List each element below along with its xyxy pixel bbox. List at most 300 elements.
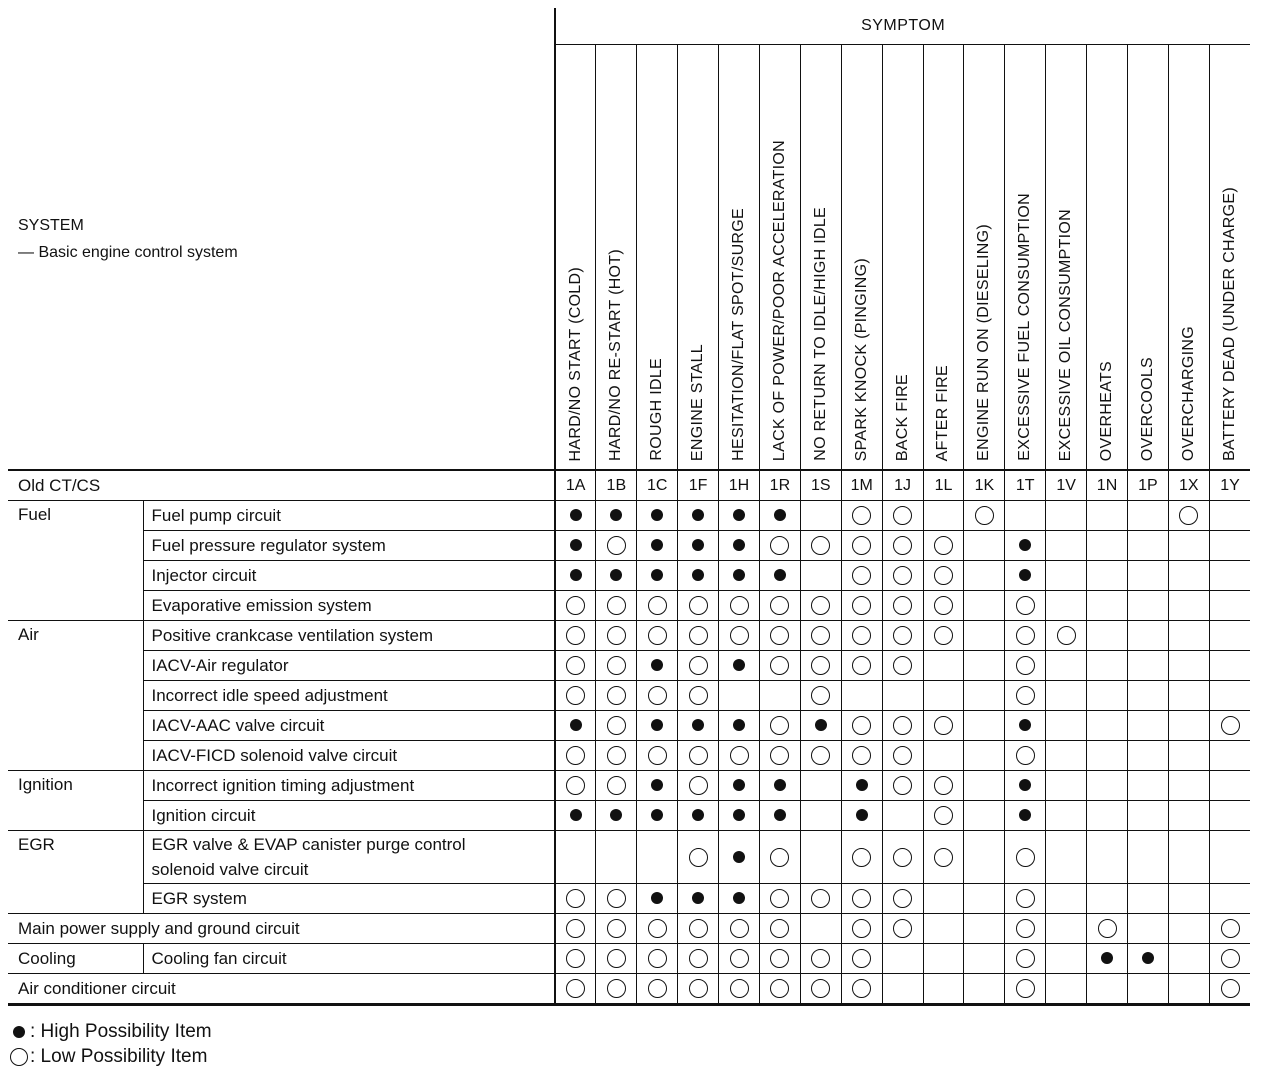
low-possibility-circle-icon <box>566 919 585 938</box>
low-possibility-circle-icon <box>934 776 953 795</box>
matrix-cell <box>1005 771 1046 801</box>
symptom-label: HARD/NO RE-START (HOT) <box>607 249 625 461</box>
matrix-cell <box>964 681 1005 711</box>
high-possibility-dot-icon <box>651 892 663 904</box>
matrix-cell <box>964 974 1005 1005</box>
matrix-cell <box>1087 561 1128 591</box>
high-possibility-dot-icon <box>692 539 704 551</box>
matrix-cell <box>882 974 923 1005</box>
matrix-cell <box>637 561 678 591</box>
matrix-cell <box>800 561 841 591</box>
matrix-cell <box>964 771 1005 801</box>
matrix-cell <box>1005 501 1046 531</box>
matrix-cell <box>1005 741 1046 771</box>
matrix-cell <box>923 711 964 741</box>
symptom-label: BATTERY DEAD (UNDER CHARGE) <box>1221 187 1238 461</box>
low-possibility-circle-icon <box>566 596 585 615</box>
matrix-cell <box>923 801 964 831</box>
low-possibility-circle-icon <box>607 596 626 615</box>
table-row <box>8 771 1250 801</box>
matrix-cell <box>1127 801 1168 831</box>
high-possibility-dot-icon <box>733 719 745 731</box>
matrix-cell <box>555 914 596 944</box>
matrix-cell <box>555 974 596 1005</box>
matrix-cell <box>678 711 719 741</box>
system-item-text: EGR system <box>151 888 247 908</box>
symptom-label: OVERCHARGING <box>1179 325 1197 461</box>
low-possibility-circle-icon <box>689 656 708 675</box>
low-possibility-circle-icon <box>852 506 871 525</box>
matrix-cell <box>759 944 800 974</box>
matrix-cell <box>596 831 637 884</box>
matrix-cell <box>1168 681 1209 711</box>
system-item-text: Fuel pump circuit <box>151 505 281 525</box>
low-possibility-circle-icon <box>852 626 871 645</box>
system-item-label <box>143 944 555 974</box>
low-possibility-circle-icon <box>607 626 626 645</box>
matrix-cell <box>719 591 760 621</box>
matrix-cell <box>841 621 882 651</box>
matrix-cell <box>1005 621 1046 651</box>
low-possibility-circle-icon <box>566 656 585 675</box>
high-possibility-dot-icon <box>774 509 786 521</box>
low-possibility-circle-icon <box>893 848 912 867</box>
matrix-cell <box>1209 831 1250 884</box>
matrix-cell <box>759 831 800 884</box>
matrix-cell <box>923 561 964 591</box>
table-row <box>8 501 1250 531</box>
system-subtitle: — Basic engine control system <box>18 243 238 261</box>
high-possibility-dot-icon <box>692 569 704 581</box>
matrix-cell <box>596 944 637 974</box>
low-possibility-circle-icon <box>648 979 667 998</box>
matrix-cell <box>555 501 596 531</box>
matrix-cell <box>719 944 760 974</box>
matrix-cell <box>1209 914 1250 944</box>
matrix-cell <box>637 884 678 914</box>
high-possibility-dot-icon <box>774 779 786 791</box>
high-possibility-dot-icon <box>692 719 704 731</box>
matrix-cell <box>1127 771 1168 801</box>
system-header <box>8 8 555 470</box>
matrix-cell <box>596 711 637 741</box>
matrix-cell <box>1087 681 1128 711</box>
legend-low <box>10 1044 212 1069</box>
matrix-cell <box>923 944 964 974</box>
symptom-code: 1K <box>964 470 1005 501</box>
symptom-label: HARD/NO START (COLD) <box>566 266 584 461</box>
high-possibility-dot-icon <box>733 509 745 521</box>
low-possibility-circle-icon <box>730 919 749 938</box>
high-possibility-dot-icon <box>570 569 582 581</box>
high-possibility-dot-icon <box>1019 779 1031 791</box>
matrix-cell <box>555 651 596 681</box>
table-row <box>8 531 1250 561</box>
symptom-code: 1F <box>678 470 719 501</box>
low-possibility-circle-icon <box>1221 919 1240 938</box>
matrix-cell <box>719 771 760 801</box>
matrix-cell <box>1209 974 1250 1005</box>
low-possibility-circle-icon <box>648 596 667 615</box>
matrix-cell <box>719 651 760 681</box>
system-group-label: EGR <box>8 831 143 914</box>
matrix-cell <box>637 501 678 531</box>
matrix-cell <box>1127 561 1168 591</box>
matrix-cell <box>759 741 800 771</box>
high-possibility-dot-icon <box>570 809 582 821</box>
matrix-cell <box>1087 884 1128 914</box>
matrix-cell <box>1046 884 1087 914</box>
matrix-cell <box>841 771 882 801</box>
matrix-cell <box>882 914 923 944</box>
low-possibility-circle-icon <box>566 776 585 795</box>
matrix-cell <box>596 914 637 944</box>
low-possibility-circle-icon <box>689 979 708 998</box>
matrix-cell <box>964 621 1005 651</box>
high-possibility-dot-icon <box>1019 539 1031 551</box>
matrix-cell <box>1209 591 1250 621</box>
matrix-cell <box>1005 944 1046 974</box>
matrix-cell <box>596 974 637 1005</box>
matrix-cell <box>637 944 678 974</box>
matrix-cell <box>637 741 678 771</box>
matrix-cell <box>841 501 882 531</box>
matrix-cell <box>964 711 1005 741</box>
system-item-label <box>143 501 555 531</box>
matrix-cell <box>800 591 841 621</box>
high-possibility-dot-icon <box>1019 569 1031 581</box>
high-possibility-dot-icon <box>733 569 745 581</box>
low-possibility-circle-icon <box>1016 746 1035 765</box>
matrix-cell <box>1168 741 1209 771</box>
low-possibility-circle-icon <box>607 746 626 765</box>
system-title: SYSTEM <box>18 216 84 234</box>
matrix-cell <box>637 831 678 884</box>
system-item-text: IACV-FICD solenoid valve circuit <box>151 745 398 765</box>
high-possibility-dot-icon <box>815 719 827 731</box>
system-group-label: Cooling <box>8 944 143 974</box>
high-possibility-dot-icon <box>651 779 663 791</box>
low-possibility-circle-icon <box>770 889 789 908</box>
matrix-cell <box>596 501 637 531</box>
matrix-cell <box>882 591 923 621</box>
matrix-cell <box>800 974 841 1005</box>
low-possibility-circle-icon <box>893 626 912 645</box>
low-possibility-circle-icon <box>1179 506 1198 525</box>
matrix-cell <box>1087 974 1128 1005</box>
matrix-cell <box>1209 561 1250 591</box>
symptom-column-header <box>1127 45 1168 471</box>
symptom-code: 1X <box>1168 470 1209 501</box>
system-item-text: Ignition circuit <box>151 805 256 825</box>
matrix-cell <box>841 741 882 771</box>
high-possibility-dot-icon <box>570 719 582 731</box>
low-possibility-circle-icon <box>607 979 626 998</box>
symptom-code: 1L <box>923 470 964 501</box>
matrix-cell <box>1209 884 1250 914</box>
table-row <box>8 884 1250 914</box>
high-possibility-dot-icon <box>570 509 582 521</box>
low-possibility-circle-icon <box>566 889 585 908</box>
matrix-cell <box>1005 884 1046 914</box>
system-group-label: Fuel <box>8 501 143 621</box>
low-possibility-circle-icon <box>893 506 912 525</box>
matrix-cell <box>1127 974 1168 1005</box>
low-possibility-circle-icon <box>934 626 953 645</box>
matrix-cell <box>678 974 719 1005</box>
matrix-cell <box>1005 531 1046 561</box>
matrix-cell <box>555 771 596 801</box>
high-possibility-dot-icon <box>733 779 745 791</box>
matrix-cell <box>1046 711 1087 741</box>
symptom-code: 1C <box>637 470 678 501</box>
matrix-cell <box>1209 801 1250 831</box>
low-possibility-circle-icon <box>811 686 830 705</box>
matrix-cell <box>1046 681 1087 711</box>
matrix-cell <box>596 884 637 914</box>
table-row <box>8 914 1250 944</box>
legend-high-label: : High Possibility Item <box>30 1021 212 1042</box>
low-possibility-circle-icon <box>852 566 871 585</box>
matrix-cell <box>1046 831 1087 884</box>
high-possibility-dot-icon <box>692 809 704 821</box>
low-possibility-circle-icon <box>607 919 626 938</box>
symptom-column-header <box>759 45 800 471</box>
matrix-cell <box>1168 974 1209 1005</box>
high-possibility-dot-icon <box>651 569 663 581</box>
matrix-cell <box>800 681 841 711</box>
symptom-column-header <box>800 45 841 471</box>
matrix-cell <box>719 561 760 591</box>
high-possibility-dot-icon <box>610 509 622 521</box>
matrix-cell <box>882 801 923 831</box>
matrix-cell <box>1087 771 1128 801</box>
high-possibility-dot-icon <box>570 539 582 551</box>
matrix-cell <box>1087 944 1128 974</box>
low-possibility-circle-icon <box>852 949 871 968</box>
high-possibility-dot-icon <box>610 569 622 581</box>
table-row <box>8 591 1250 621</box>
matrix-cell <box>800 711 841 741</box>
matrix-cell <box>759 561 800 591</box>
low-possibility-circle-icon <box>566 686 585 705</box>
high-possibility-dot-icon <box>856 779 868 791</box>
low-possibility-circle-icon <box>730 596 749 615</box>
high-possibility-dot-icon <box>856 809 868 821</box>
matrix-cell <box>964 531 1005 561</box>
matrix-cell <box>678 771 719 801</box>
system-item-text: Fuel pressure regulator system <box>151 535 386 555</box>
low-possibility-circle-icon <box>1016 848 1035 867</box>
matrix-cell <box>1127 681 1168 711</box>
matrix-cell <box>555 561 596 591</box>
matrix-cell <box>800 501 841 531</box>
table-row <box>8 711 1250 741</box>
system-item-text: Incorrect ignition timing adjustment <box>151 775 415 795</box>
matrix-cell <box>800 531 841 561</box>
symptom-matrix-table <box>8 8 1250 1006</box>
low-possibility-circle-icon <box>1016 949 1035 968</box>
low-possibility-circle-icon <box>1221 979 1240 998</box>
low-possibility-circle-icon <box>607 949 626 968</box>
symptom-label: SPARK KNOCK (PINGING) <box>852 257 870 461</box>
matrix-cell <box>759 681 800 711</box>
matrix-cell <box>800 914 841 944</box>
matrix-cell <box>678 621 719 651</box>
symptom-column-header <box>596 45 637 471</box>
matrix-cell <box>596 801 637 831</box>
matrix-cell <box>964 831 1005 884</box>
symptom-code: 1V <box>1046 470 1087 501</box>
high-possibility-dot-icon <box>733 659 745 671</box>
matrix-cell <box>882 621 923 651</box>
matrix-cell <box>1046 771 1087 801</box>
low-possibility-circle-icon <box>607 656 626 675</box>
low-possibility-circle-icon <box>770 919 789 938</box>
matrix-cell <box>719 741 760 771</box>
symptom-code: 1R <box>759 470 800 501</box>
low-possibility-circle-icon <box>566 746 585 765</box>
matrix-cell <box>1127 914 1168 944</box>
matrix-cell <box>1127 884 1168 914</box>
matrix-cell <box>1005 591 1046 621</box>
matrix-cell <box>1127 531 1168 561</box>
low-possibility-circle-icon <box>770 716 789 735</box>
low-possibility-circle-icon <box>893 566 912 585</box>
high-possibility-dot-icon <box>733 892 745 904</box>
matrix-cell <box>1005 801 1046 831</box>
system-item-label <box>143 741 555 771</box>
high-possibility-dot-icon <box>13 1026 25 1038</box>
matrix-cell <box>1005 974 1046 1005</box>
matrix-cell <box>923 621 964 651</box>
system-item-label <box>143 771 555 801</box>
matrix-cell <box>923 651 964 681</box>
matrix-cell <box>841 531 882 561</box>
matrix-cell <box>882 741 923 771</box>
low-possibility-circle-icon <box>811 656 830 675</box>
matrix-cell <box>1209 944 1250 974</box>
system-item-label <box>143 801 555 831</box>
matrix-cell <box>555 591 596 621</box>
low-possibility-circle-icon <box>770 536 789 555</box>
symptom-code: 1N <box>1087 470 1128 501</box>
symptom-column-header <box>719 45 760 471</box>
low-possibility-circle-icon <box>893 889 912 908</box>
system-item-text-line2: solenoid valve circuit <box>151 860 309 879</box>
matrix-cell <box>678 501 719 531</box>
matrix-cell <box>1046 651 1087 681</box>
matrix-cell <box>1046 801 1087 831</box>
matrix-cell <box>1005 711 1046 741</box>
low-possibility-circle-icon <box>770 979 789 998</box>
low-possibility-circle-icon <box>893 536 912 555</box>
low-possibility-circle-icon <box>893 596 912 615</box>
matrix-cell <box>719 681 760 711</box>
low-possibility-circle-icon <box>852 656 871 675</box>
matrix-cell <box>1046 531 1087 561</box>
high-possibility-dot-icon <box>651 809 663 821</box>
table-row <box>8 944 1250 974</box>
matrix-cell <box>596 771 637 801</box>
low-possibility-circle-icon <box>1221 949 1240 968</box>
matrix-cell <box>719 531 760 561</box>
matrix-cell <box>1209 531 1250 561</box>
system-group-label: Main power supply and ground circuit <box>8 914 555 944</box>
matrix-cell <box>1127 651 1168 681</box>
low-possibility-circle-icon <box>811 596 830 615</box>
matrix-cell <box>1168 651 1209 681</box>
low-possibility-circle-icon <box>893 746 912 765</box>
matrix-cell <box>923 681 964 711</box>
system-item-text: Positive crankcase ventilation system <box>151 625 434 645</box>
symptom-label: ENGINE RUN ON (DIESELING) <box>975 224 993 461</box>
matrix-cell <box>1005 561 1046 591</box>
low-possibility-circle-icon <box>648 686 667 705</box>
matrix-cell <box>1087 501 1128 531</box>
symptom-label: LACK OF POWER/POOR ACCELERATION <box>770 139 788 461</box>
matrix-cell <box>882 681 923 711</box>
matrix-cell <box>678 531 719 561</box>
system-group-label: Air <box>8 621 143 771</box>
matrix-cell <box>1168 771 1209 801</box>
system-item-text: Incorrect idle speed adjustment <box>151 685 388 705</box>
matrix-cell <box>555 741 596 771</box>
matrix-cell <box>1087 711 1128 741</box>
low-possibility-circle-icon <box>1221 716 1240 735</box>
matrix-cell <box>637 681 678 711</box>
low-possibility-circle-icon <box>1016 889 1035 908</box>
table-row <box>8 801 1250 831</box>
matrix-cell <box>637 974 678 1005</box>
matrix-cell <box>841 591 882 621</box>
matrix-cell <box>841 681 882 711</box>
matrix-cell <box>719 974 760 1005</box>
system-item-label <box>143 711 555 741</box>
matrix-cell <box>596 681 637 711</box>
low-possibility-circle-icon <box>607 686 626 705</box>
low-possibility-circle-icon <box>607 776 626 795</box>
low-possibility-circle-icon <box>607 536 626 555</box>
low-possibility-circle-icon <box>770 596 789 615</box>
matrix-cell <box>1087 801 1128 831</box>
matrix-cell <box>1168 801 1209 831</box>
symptom-label: EXCESSIVE OIL CONSUMPTION <box>1057 208 1075 461</box>
matrix-cell <box>678 884 719 914</box>
matrix-cell <box>1087 914 1128 944</box>
matrix-cell <box>1127 711 1168 741</box>
high-possibility-dot-icon <box>610 809 622 821</box>
symptom-code: 1H <box>719 470 760 501</box>
matrix-cell <box>596 591 637 621</box>
matrix-cell <box>719 884 760 914</box>
low-possibility-circle-icon <box>934 536 953 555</box>
matrix-cell <box>1046 561 1087 591</box>
low-possibility-circle-icon <box>1016 656 1035 675</box>
matrix-cell <box>637 771 678 801</box>
system-item-text: Injector circuit <box>151 565 257 585</box>
matrix-cell <box>800 831 841 884</box>
matrix-cell <box>923 501 964 531</box>
matrix-cell <box>637 711 678 741</box>
low-possibility-circle-icon <box>689 596 708 615</box>
high-possibility-dot-icon <box>774 809 786 821</box>
system-item-text: Cooling fan circuit <box>151 948 287 968</box>
low-possibility-circle-icon <box>607 716 626 735</box>
low-possibility-circle-icon <box>934 596 953 615</box>
matrix-cell <box>1209 681 1250 711</box>
matrix-cell <box>882 831 923 884</box>
